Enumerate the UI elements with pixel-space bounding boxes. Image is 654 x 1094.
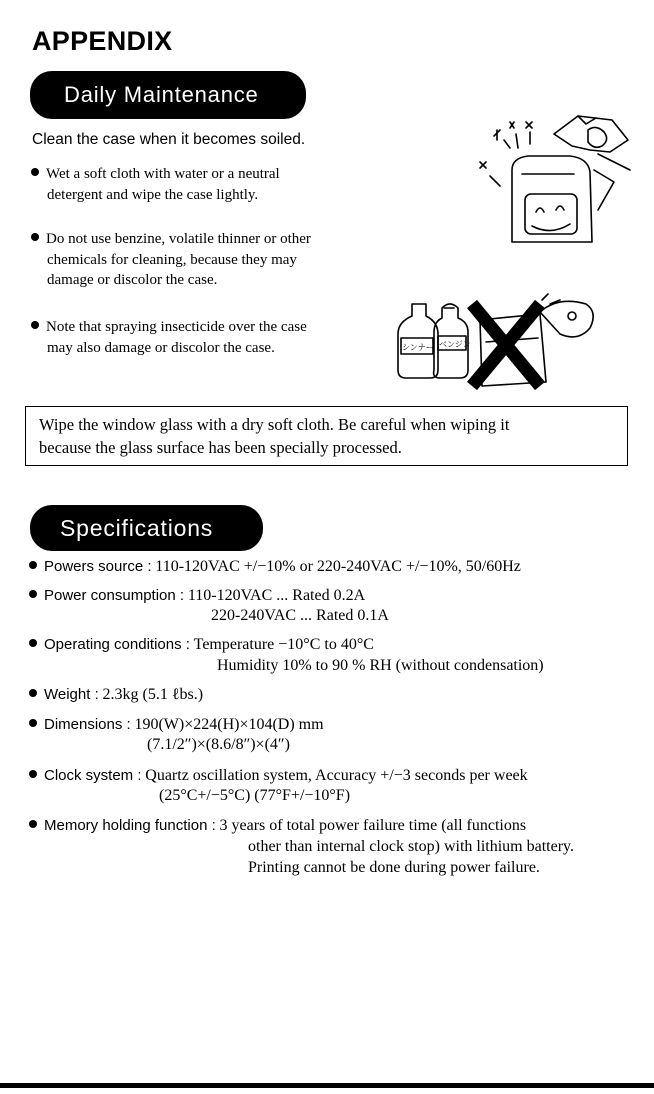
- spec-label: Weight :: [44, 686, 99, 703]
- bottle-label-text: ベンジン: [439, 340, 471, 349]
- sparkle-icon: [510, 122, 518, 148]
- bullet-line: may also damage or discolor the case.: [47, 340, 275, 356]
- spec-value: Quartz oscillation system, Accuracy +/−3 seconds per week: [145, 767, 528, 784]
- bullet-dot: [29, 770, 37, 778]
- device-body: [512, 156, 592, 242]
- spec-label: Clock system :: [44, 767, 142, 784]
- bullet-line: Note that spraying insecticide over the case: [46, 319, 307, 335]
- spec-item-weight: [29, 686, 203, 704]
- bullet-dot: [31, 168, 39, 176]
- cleaning-illustration: [470, 110, 635, 250]
- spec-value-continued: (25°C+/−5°C) (77°F+/−10°F): [159, 787, 351, 804]
- spec-item-clock-system: [29, 767, 528, 785]
- spec-label: Powers source :: [44, 558, 152, 575]
- spec-label: Dimensions :: [44, 716, 131, 733]
- maintenance-bullet: [31, 229, 311, 250]
- spray-can-icon: [540, 301, 593, 337]
- spec-item-dimensions: [29, 716, 324, 734]
- spec-value-continued: other than internal clock stop) with lithium battery.: [248, 838, 574, 855]
- bullet-line: Wet a soft cloth with water or a neutral: [46, 166, 280, 182]
- hand-icon: [588, 127, 607, 147]
- spec-value-continued: Printing cannot be done during power failure.: [248, 859, 540, 876]
- spec-label: Memory holding function :: [44, 817, 216, 834]
- bullet-dot: [29, 590, 37, 598]
- bullet-line: chemicals for cleaning, because they may: [47, 252, 297, 268]
- spec-item-power-consumption: [29, 587, 365, 605]
- spec-value: 110-120VAC ... Rated 0.2A: [187, 587, 366, 604]
- glass-note-line: because the glass surface has been specially processed.: [39, 438, 402, 457]
- page-title: APPENDIX: [32, 26, 173, 56]
- spec-value: 3 years of total power failure time (all functions: [219, 817, 527, 834]
- spec-value: 2.3kg (5.1 ℓbs.): [102, 686, 204, 703]
- maintenance-lead: Clean the case when it becomes soiled.: [32, 131, 306, 148]
- bullet-dot: [31, 233, 39, 241]
- sparkle-icon: [526, 122, 532, 144]
- spec-item-memory-holding: [29, 817, 526, 835]
- maintenance-bullet: [31, 317, 307, 338]
- spec-item-power-source: [29, 558, 521, 576]
- sparkle-icon: [480, 162, 500, 186]
- bullet-dot: [29, 689, 37, 697]
- sparkle-icon: [494, 130, 510, 148]
- spec-label: Operating conditions :: [44, 636, 190, 653]
- device-screen: [525, 194, 577, 234]
- bottle-label-text: シンナー: [402, 343, 434, 352]
- bullet-dot: [29, 561, 37, 569]
- prohibited-x-icon: [472, 304, 540, 386]
- glass-note-line: Wipe the window glass with a dry soft cloth. Be careful when wiping it: [39, 415, 510, 434]
- bullet-line: damage or discolor the case.: [47, 272, 218, 288]
- glass-care-note: [25, 406, 628, 466]
- section-heading-specifications: Specifications: [30, 505, 263, 551]
- spec-value: Temperature −10°C to 40°C: [193, 636, 374, 653]
- bullet-dot: [31, 321, 39, 329]
- spec-value-continued: (7.1/2″)×(8.6/8″)×(4″): [147, 736, 290, 753]
- spec-item-operating-conditions: [29, 636, 374, 654]
- bullet-line: detergent and wipe the case lightly.: [47, 187, 259, 203]
- bullet-dot: [29, 639, 37, 647]
- device-smile: [532, 224, 570, 231]
- maintenance-bullet: [31, 164, 280, 185]
- section-heading-maintenance: Daily Maintenance: [30, 71, 306, 119]
- spec-value: 110-120VAC +/−10% or 220-240VAC +/−10%, 50/60Hz: [155, 558, 521, 575]
- no-chemicals-illustration: [390, 290, 635, 395]
- spec-value: 190(W)×224(H)×104(D) mm: [134, 716, 324, 733]
- spec-value-continued: 220-240VAC ... Rated 0.1A: [211, 607, 389, 624]
- device-eyes: [536, 206, 564, 212]
- spec-value-continued: Humidity 10% to 90 % RH (without condensation): [217, 657, 544, 674]
- spec-label: Power consumption :: [44, 587, 185, 604]
- bottle-icon: [398, 304, 438, 378]
- bullet-dot: [29, 719, 37, 727]
- bullet-line: Do not use benzine, volatile thinner or other: [46, 231, 311, 247]
- bullet-dot: [29, 820, 37, 828]
- page-bottom-rule: [0, 1083, 654, 1088]
